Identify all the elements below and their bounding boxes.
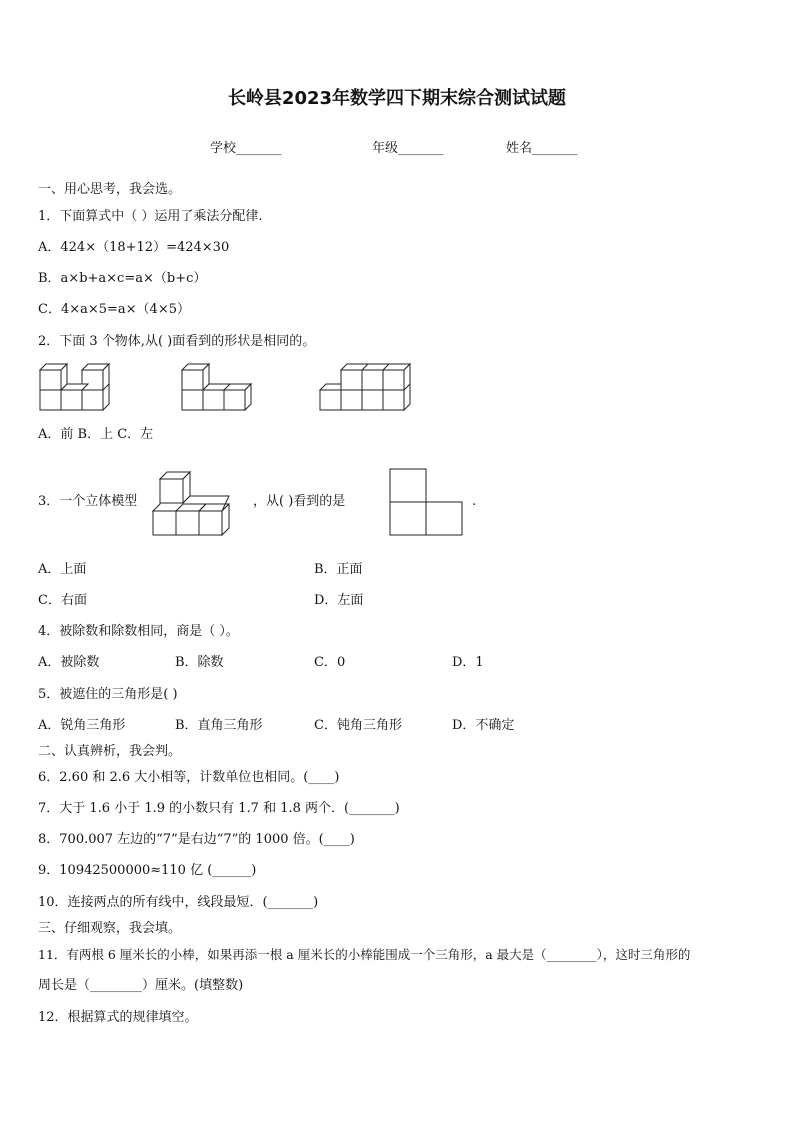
question-5-option-c[interactable]: C．钝角三角形	[314, 718, 402, 733]
section-heading-choice: 一、用心思考，我会选。	[38, 182, 182, 197]
question-1-option-c[interactable]: C．4×a×5=a×（4×5）	[38, 302, 190, 317]
question-2-stem: 2．下面 3 个物体,从( )面看到的形状是相同的。	[38, 334, 316, 349]
question-2-options[interactable]: A．前 B．上 C．左	[38, 427, 154, 442]
question-4-stem: 4．被除数和除数相同，商是（ ）。	[38, 624, 239, 639]
school-field[interactable]: 学校_______	[210, 141, 282, 156]
cube-figure-1	[38, 358, 118, 414]
grade-field[interactable]: 年级_______	[372, 141, 444, 156]
question-4-option-d[interactable]: D．1	[452, 655, 484, 670]
page-title: 长岭县2023年数学四下期末综合测试试题	[227, 88, 567, 109]
solid-model-figure	[150, 467, 245, 539]
question-3-option-b[interactable]: B．正面	[314, 562, 363, 577]
section-heading-judge: 二、认真辨析，我会判。	[38, 744, 182, 759]
question-3-option-c[interactable]: C．右面	[38, 593, 87, 608]
question-3-stem-before: 3．一个立体模型	[38, 494, 138, 509]
question-5-option-b[interactable]: B．直角三角形	[175, 718, 263, 733]
question-3-option-a[interactable]: A．上面	[38, 562, 87, 577]
section-heading-fill: 三、仔细观察，我会填。	[38, 921, 182, 936]
question-8[interactable]: 8．700.007 左边的“7”是右边“7”的 1000 倍。(____)	[38, 832, 355, 847]
question-1-stem: 1．下面算式中（ ）运用了乘法分配律.	[38, 209, 263, 224]
question-3-stem-middle: ，从( )看到的是	[253, 494, 346, 509]
question-5-option-a[interactable]: A．锐角三角形	[38, 718, 126, 733]
name-field[interactable]: 姓名_______	[506, 141, 578, 156]
question-12-stem: 12．根据算式的规律填空。	[38, 1010, 198, 1025]
question-1-option-b[interactable]: B．a×b+a×c=a×（b+c）	[38, 271, 207, 286]
question-11-line-2[interactable]: 周长是（________）厘米。(填整数)	[38, 978, 244, 993]
question-6[interactable]: 6．2.60 和 2.6 大小相等，计数单位也相同。(____)	[38, 770, 340, 785]
question-4-option-b[interactable]: B．除数	[175, 655, 224, 670]
question-1-option-a[interactable]: A．424×（18+12）=424×30	[38, 240, 230, 255]
question-10[interactable]: 10．连接两点的所有线中，线段最短．(_______)	[38, 895, 319, 910]
question-5-stem: 5．被遮住的三角形是( )	[38, 687, 178, 702]
question-5-option-d[interactable]: D．不确定	[452, 718, 515, 733]
question-11-line-1[interactable]: 11．有两根 6 厘米长的小棒，如果再添一根 a 厘米长的小棒能围成一个三角形，a 最大是（________），这时三角形的	[38, 947, 691, 962]
view-shape-figure	[389, 468, 465, 536]
cube-figure-2	[180, 358, 260, 414]
question-7[interactable]: 7．大于 1.6 小于 1.9 的小数只有 1.7 和 1.8 两个．(_______)	[38, 801, 400, 816]
question-4-option-a[interactable]: A．被除数	[38, 655, 100, 670]
question-3-stem-end: .	[472, 494, 477, 509]
cube-figure-3	[318, 358, 418, 414]
question-4-option-c[interactable]: C．0	[314, 655, 346, 670]
question-9[interactable]: 9．10942500000≈110 亿 (______)	[38, 863, 257, 878]
question-3-option-d[interactable]: D．左面	[314, 593, 364, 608]
